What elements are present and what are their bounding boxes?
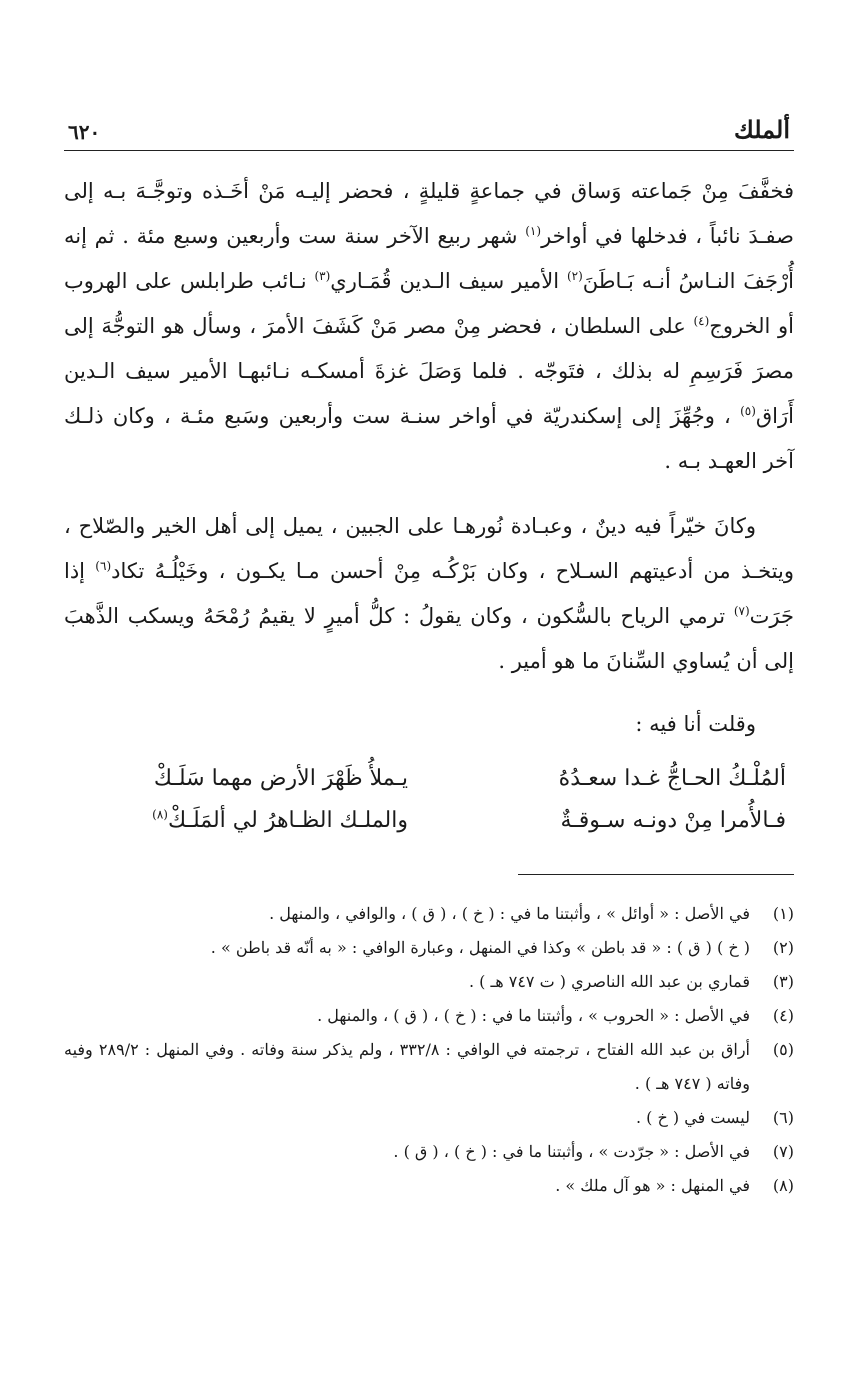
paragraph-2: [64, 504, 794, 684]
paragraph-1: [64, 169, 794, 484]
text-run: فخفَّفَ مِنْ جَماعته وَساق في جماعةٍ قليلةٍ ، فحضر إليـه مَنْ أخَـذه وتوجَّـهَ بـه إلى صفـدَ نائباً ، فدخلها في أواخر: [64, 179, 794, 248]
footnote: [64, 1169, 794, 1203]
footnote: [64, 897, 794, 931]
book-page: [64, 108, 794, 1203]
footnote-text: في الأصل : « أوائل » ، وأثبتنا ما في : ( خ ) ، ( ق ) ، والوافي ، والمنهل .: [269, 904, 750, 923]
hemistich-text: والملـك الظـاهرُ لي ألمَلَـكْ: [167, 808, 408, 833]
footnote-number: (٣): [772, 972, 794, 991]
footnote-number: (٤): [772, 1006, 794, 1025]
verse-line: [64, 758, 794, 800]
footnote: [64, 1101, 794, 1135]
footnote: [64, 931, 794, 965]
page-number: ٦٢٠: [68, 120, 101, 144]
footnote: [64, 1033, 794, 1101]
footnote: [64, 1135, 794, 1169]
first-hemistich: فـالأُمرا مِنْ دونـه سـوقـةٌ: [560, 808, 786, 833]
second-hemistich: [108, 758, 408, 800]
footnote-ref-1[interactable]: (١): [525, 224, 542, 238]
footnote-number: (٨): [772, 1176, 794, 1195]
footnote-text: في الأصل : « الحروب » ، وأثبتنا ما في : ( خ ) ، ( ق ) ، والمنهل .: [317, 1006, 750, 1025]
footnote-number: (٧): [772, 1142, 794, 1161]
verse-introduction: وقلت أنا فيه :: [635, 712, 756, 736]
footnote-number: (٢): [772, 938, 794, 957]
poem: [64, 758, 794, 842]
footnote-separator: [518, 874, 794, 875]
text-run: نـائب طرابلس على الهروب أو الخروج: [64, 269, 794, 338]
text-run: ، وجُهِّزَ إلى إسكندريّة في أواخر سنـة ست وأربعين وسَبع مئـة ، وكان ذلـك آخر العهـد بـه .: [64, 404, 794, 473]
main-text: [64, 169, 794, 684]
running-title: ألملك: [733, 115, 790, 144]
text-run: وكانَ خيّراً فيه دينٌ ، وعبـادة نُورهـا على الجبين ، يميل إلى أهل الخير والصّلاح ، ويتخـذ من أدعيتهم السـلاح ، وكان بَرْكُـه مِنْ أحسن مـا يكـون ، وخَيْلُـهُ تكاد: [64, 514, 794, 583]
running-header: [64, 108, 794, 151]
footnote-ref-4[interactable]: (٤): [693, 314, 710, 328]
footnote-number: (١): [772, 904, 794, 923]
footnote: [64, 999, 794, 1033]
footnote-text: ( خ ) ( ق ) : « قد باطن » وكذا في المنهل ، وعبارة الوافي : « به أنّه قد باطن » .: [210, 938, 750, 957]
footnote-ref-2[interactable]: (٢): [566, 269, 583, 283]
first-hemistich: ألمُلْـكُ الحـاجُّ غـدا سعـدُهُ: [558, 766, 786, 791]
footnote-ref-6[interactable]: (٦): [95, 559, 112, 573]
text-run: الأمير سيف الـدين قُمَـاري: [330, 269, 567, 293]
text-run: شهر ربيع الآخر سنة ست وأربعين وسبع مئة . ثم إنه أُرْجَفَ النـاسُ أنـه بَـاطَنَ: [64, 224, 794, 293]
footnote-ref-3[interactable]: (٣): [314, 269, 331, 283]
footnote: [64, 965, 794, 999]
text-run: إذا جَرَت: [64, 559, 794, 628]
footnote-ref-8[interactable]: (٨): [152, 807, 168, 822]
footnote-text: ليست في ( خ ) .: [636, 1108, 750, 1127]
footnote-text: في الأصل : « جرّدت » ، وأثبتنا ما في : ( خ ) ، ( ق ) .: [393, 1142, 750, 1161]
footnote-ref-7[interactable]: (٧): [733, 604, 750, 618]
footnote-ref-5[interactable]: (٥): [740, 404, 756, 418]
footnote-number: (٥): [772, 1040, 794, 1059]
footnote-text: قماري بن عبد الله الناصري ( ت ٧٤٧ هـ ) .: [469, 972, 750, 991]
footnote-text: في المنهل : « هو آل ملك » .: [555, 1176, 750, 1195]
second-hemistich: [108, 800, 408, 842]
hemistich-text: يـملأُ ظَهْرَ الأرض مهما سَلَـكْ: [153, 766, 408, 791]
text-run: ترمي الرياح بالسُّكون ، وكان يقولُ : كلُّ أميرٍ لا يقيمُ رُمْحَهُ ويسكب الذَّهبَ إلى أن يُساوي السِّنانَ ما هو أمير .: [64, 604, 794, 673]
footnote-text: أراق بن عبد الله الفتاح ، ترجمته في الوافي : ٣٣٢/٨ ، ولم يذكر سنة وفاته . وفي المنهل : ٢٨٩/٢ وفيه وفاته ( ٧٤٧ هـ ) .: [64, 1040, 751, 1093]
text-run: على السلطان ، فحضر مِنْ مصر مَنْ كَشَفَ الأمرَ ، وسأل هو التوجُّهَ إلى مصرَ فَرَسِمِ له بذلك ، فتَوجّه . فلما وَصَلَ غزةَ أمسكـه نـائبهـا الأمير سيف الـدين أَرَاق: [64, 314, 794, 428]
verse-line: [64, 800, 794, 842]
footnotes: [64, 897, 794, 1203]
footnote-number: (٦): [772, 1108, 794, 1127]
